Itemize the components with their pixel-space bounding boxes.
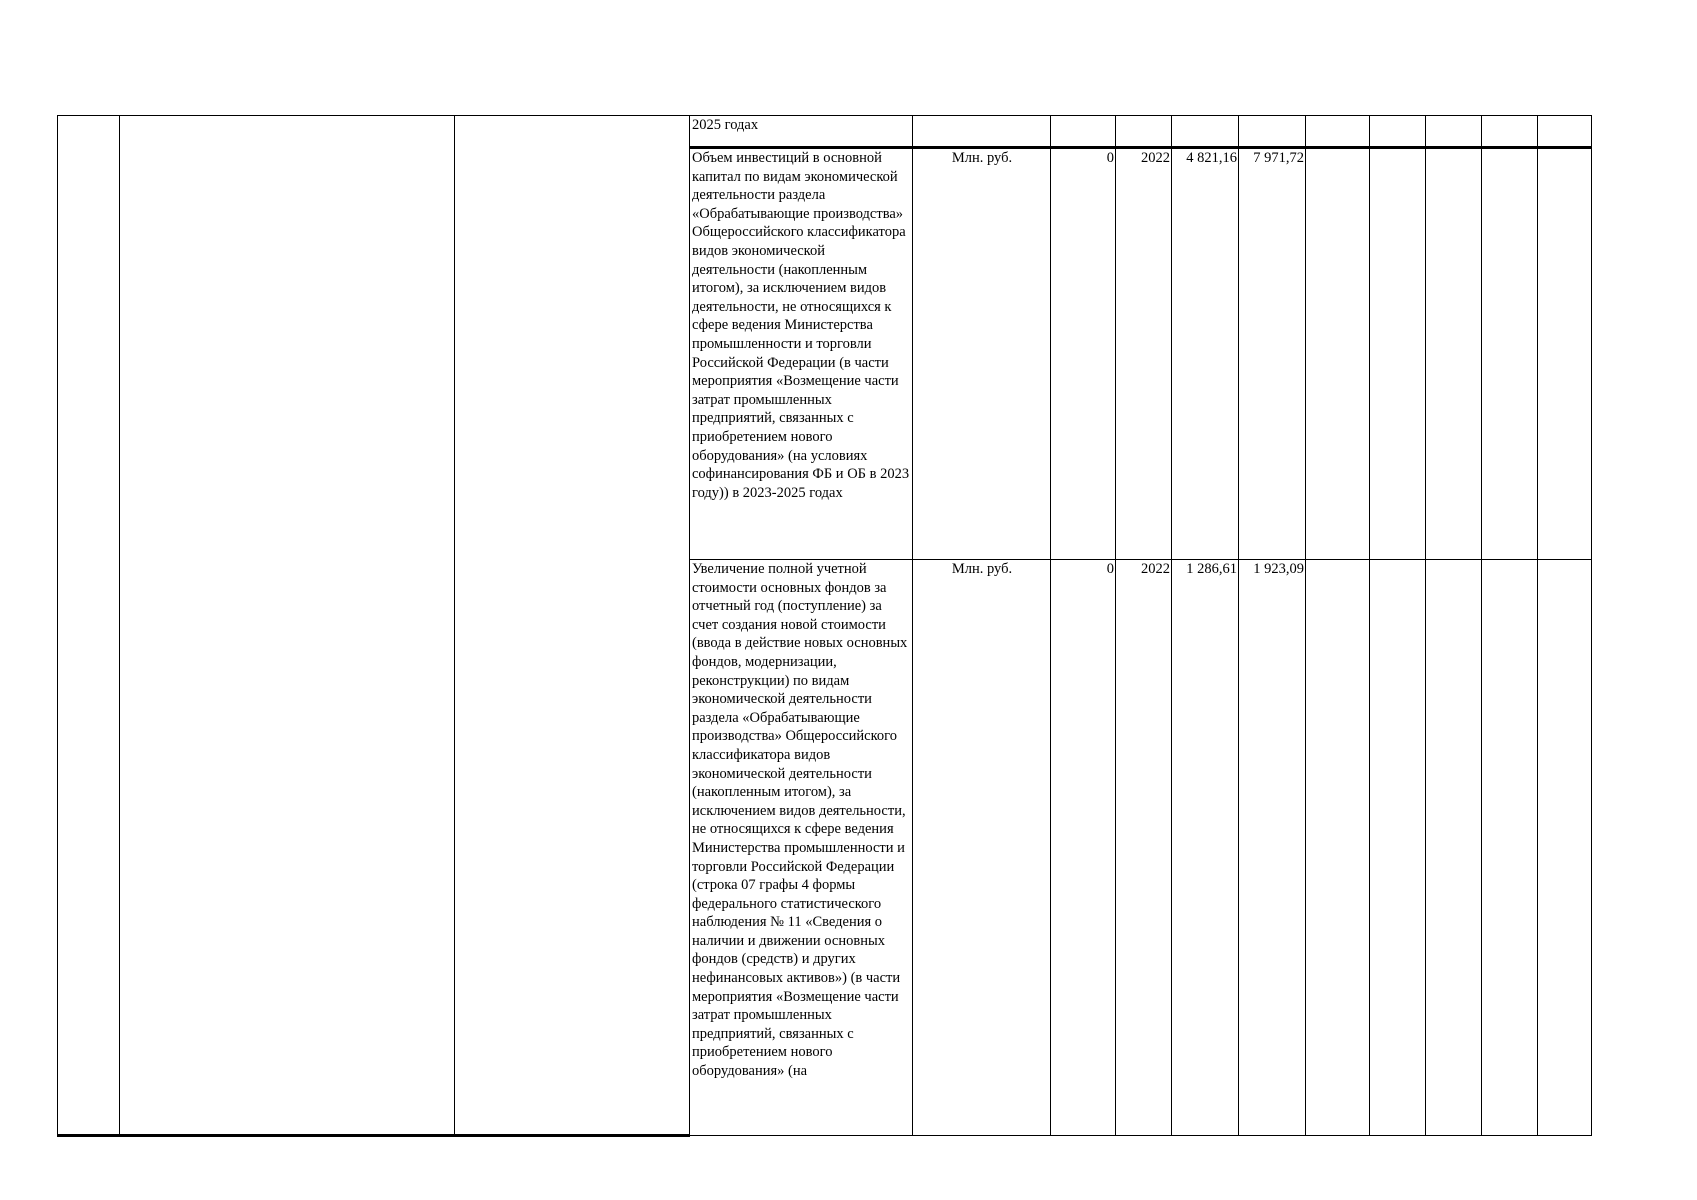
indicator-cell: 2025 годах (690, 116, 913, 148)
value-2024-cell: 7 971,72 (1239, 148, 1306, 560)
unit-cell (913, 116, 1051, 148)
empty-cell (1482, 560, 1538, 1136)
base-year-cell (1116, 116, 1172, 148)
base-value-cell (1051, 116, 1116, 148)
empty-cell (1370, 116, 1426, 148)
unit-cell: Млн. руб. (913, 560, 1051, 1136)
empty-cell (1306, 148, 1370, 560)
value-2024-cell: 1 923,09 (1239, 560, 1306, 1136)
table-row (58, 116, 1592, 148)
value-2023-cell: 4 821,16 (1172, 148, 1239, 560)
responsible-cell (455, 116, 690, 1136)
empty-cell (1538, 116, 1592, 148)
base-value-cell: 0 (1051, 148, 1116, 560)
empty-cell (1426, 116, 1482, 148)
empty-cell (1306, 116, 1370, 148)
empty-cell (1426, 148, 1482, 560)
empty-cell (1426, 560, 1482, 1136)
base-value-cell: 0 (1051, 560, 1116, 1136)
indicator-cell: Объем инвестиций в основной капитал по видам экономической деятельности раздела «Обрабатывающие производства» Общероссийского классификатора видов экономической деятельности (накопленным итогом), за исключением видов деятельности, не относящихся к сфере ведения Министерства промышленности и торговли Российской Федерации (в части мероприятия «Возмещение части затрат промышленных предприятий, связанных с приобретением нового оборудования» (на условиях софинансирования ФБ и ОБ в 2023 году)) в 2023-2025 годах (690, 148, 913, 560)
value-2023-cell: 1 286,61 (1172, 560, 1239, 1136)
empty-cell (1538, 560, 1592, 1136)
empty-cell (1370, 560, 1426, 1136)
value-2024-cell (1239, 116, 1306, 148)
empty-cell (1370, 148, 1426, 560)
empty-cell (1538, 148, 1592, 560)
indicator-cell: Увеличение полной учетной стоимости основных фондов за отчетный год (поступление) за счет создания новой стоимости (ввода в действие новых основных фондов, модернизации, реконструкции) по видам экономической деятельности раздела «Обрабатывающие производства» Общероссийского классификатора видов экономической деятельности (накопленным итогом), за исключением видов деятельности, не относящихся к сфере ведения Министерства промышленности и торговли Российской Федерации (строка 07 графы 4 формы федерального статистического наблюдения № 11 «Сведения о наличии и движении основных фондов (средств) и других нефинансовых активов») (в части мероприятия «Возмещение части затрат промышленных предприятий, связанных с приобретением нового оборудования» (на (690, 560, 913, 1136)
unit-cell: Млн. руб. (913, 148, 1051, 560)
empty-cell (1306, 560, 1370, 1136)
base-year-cell: 2022 (1116, 148, 1172, 560)
indicators-table (57, 115, 1592, 1137)
base-year-cell: 2022 (1116, 560, 1172, 1136)
empty-cell (1482, 116, 1538, 148)
empty-cell (1482, 148, 1538, 560)
value-2023-cell (1172, 116, 1239, 148)
program-cell (120, 116, 455, 1136)
number-cell (58, 116, 120, 1136)
